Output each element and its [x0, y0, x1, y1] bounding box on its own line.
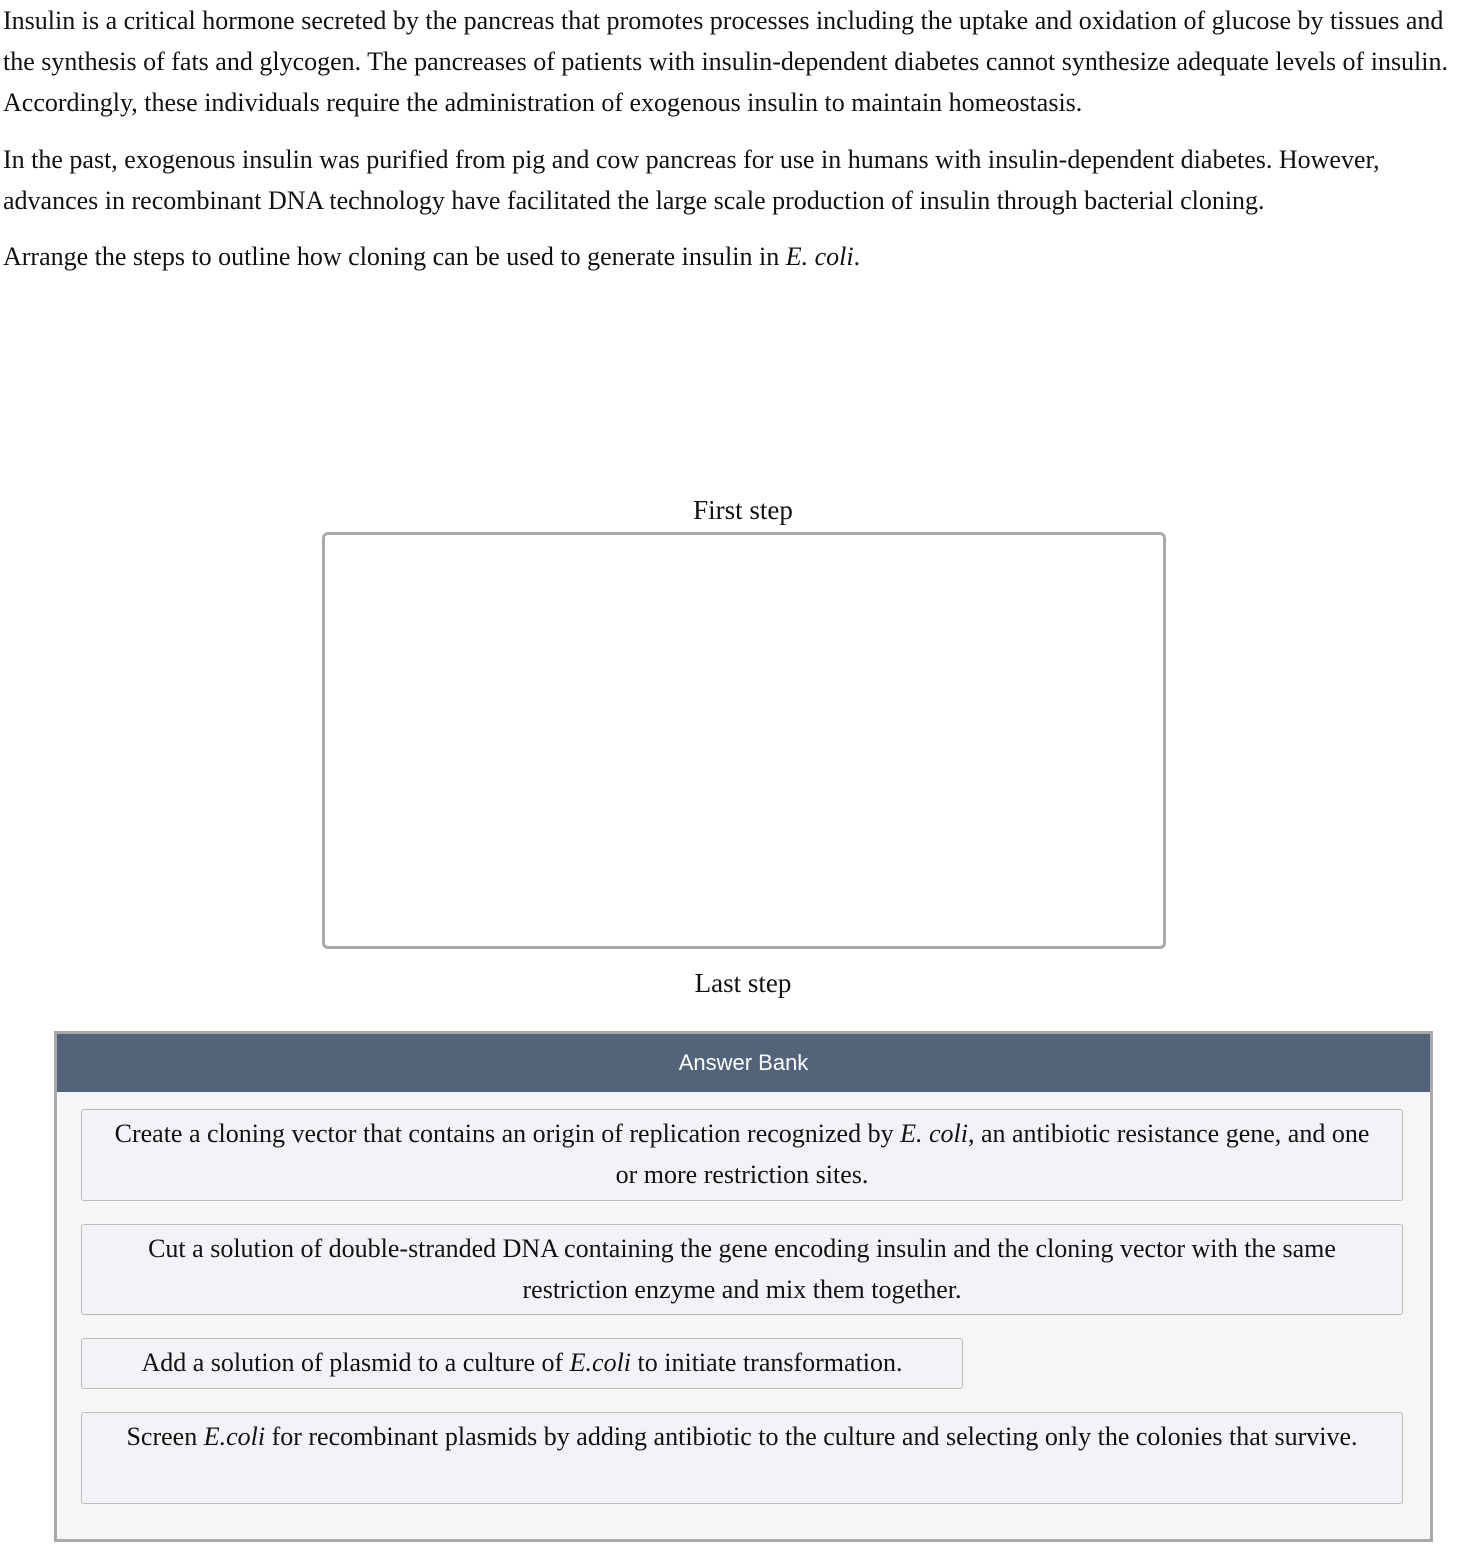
step-drop-zone[interactable] [322, 532, 1166, 949]
answer-card-text-end: for recombinant plasmids by adding antibiotic to the culture and selecting only the colonies that survive. [265, 1422, 1358, 1451]
question-text [3, 0, 1469, 293]
answer-card-cut-dna[interactable] [81, 1224, 1403, 1315]
answer-card-add-plasmid[interactable] [81, 1338, 963, 1389]
answer-card-text: Cut a solution of double-stranded DNA containing the gene encoding insulin and the cloning vector with the same restriction enzyme and mix them together. [148, 1234, 1336, 1304]
answer-bank-title: Answer Bank [57, 1034, 1430, 1092]
answer-card-italic: E.coli [203, 1422, 266, 1451]
answer-card-text: Screen [126, 1422, 204, 1451]
intro-paragraph-2: In the past, exogenous insulin was purified from pig and cow pancreas for use in humans with insulin-dependent diabetes. However, advances in recombinant DNA technology have facilitated the large scale production of insulin through bacterial cloning. [3, 145, 1380, 215]
last-step-label: Last step [694, 968, 792, 998]
answer-card-text: Create a cloning vector that contains an origin of replication recognized by [114, 1119, 901, 1148]
first-step-label: First step [693, 495, 793, 525]
instruction-end: . [853, 242, 861, 271]
answer-card-text-end: , an antibiotic resistance gene, and one or more restriction sites. [615, 1119, 1370, 1189]
answer-card-create-vector[interactable] [81, 1109, 1403, 1201]
answer-bank [54, 1031, 1433, 1542]
intro-paragraph-1: Insulin is a critical hormone secreted by the pancreas that promotes processes including the uptake and oxidation of glucose by tissues and the synthesis of fats and glycogen. The pancreases of patients with insulin-dependent diabetes cannot synthesize adequate levels of insulin. Accordingly, these individuals require the administration of exogenous insulin to maintain homeostasis. [3, 6, 1449, 117]
answer-card-text-end: to initiate transformation. [631, 1348, 903, 1377]
answer-card-screen-ecoli[interactable] [81, 1412, 1403, 1504]
instruction-text: Arrange the steps to outline how cloning can be used to generate insulin in [3, 242, 786, 271]
answer-card-italic: E. coli [900, 1119, 968, 1148]
instruction-organism: E. coli [785, 242, 854, 271]
instruction-paragraph [3, 236, 1469, 277]
answer-card-text: Add a solution of plasmid to a culture of [141, 1348, 570, 1377]
answer-card-italic: E.coli [569, 1348, 632, 1377]
